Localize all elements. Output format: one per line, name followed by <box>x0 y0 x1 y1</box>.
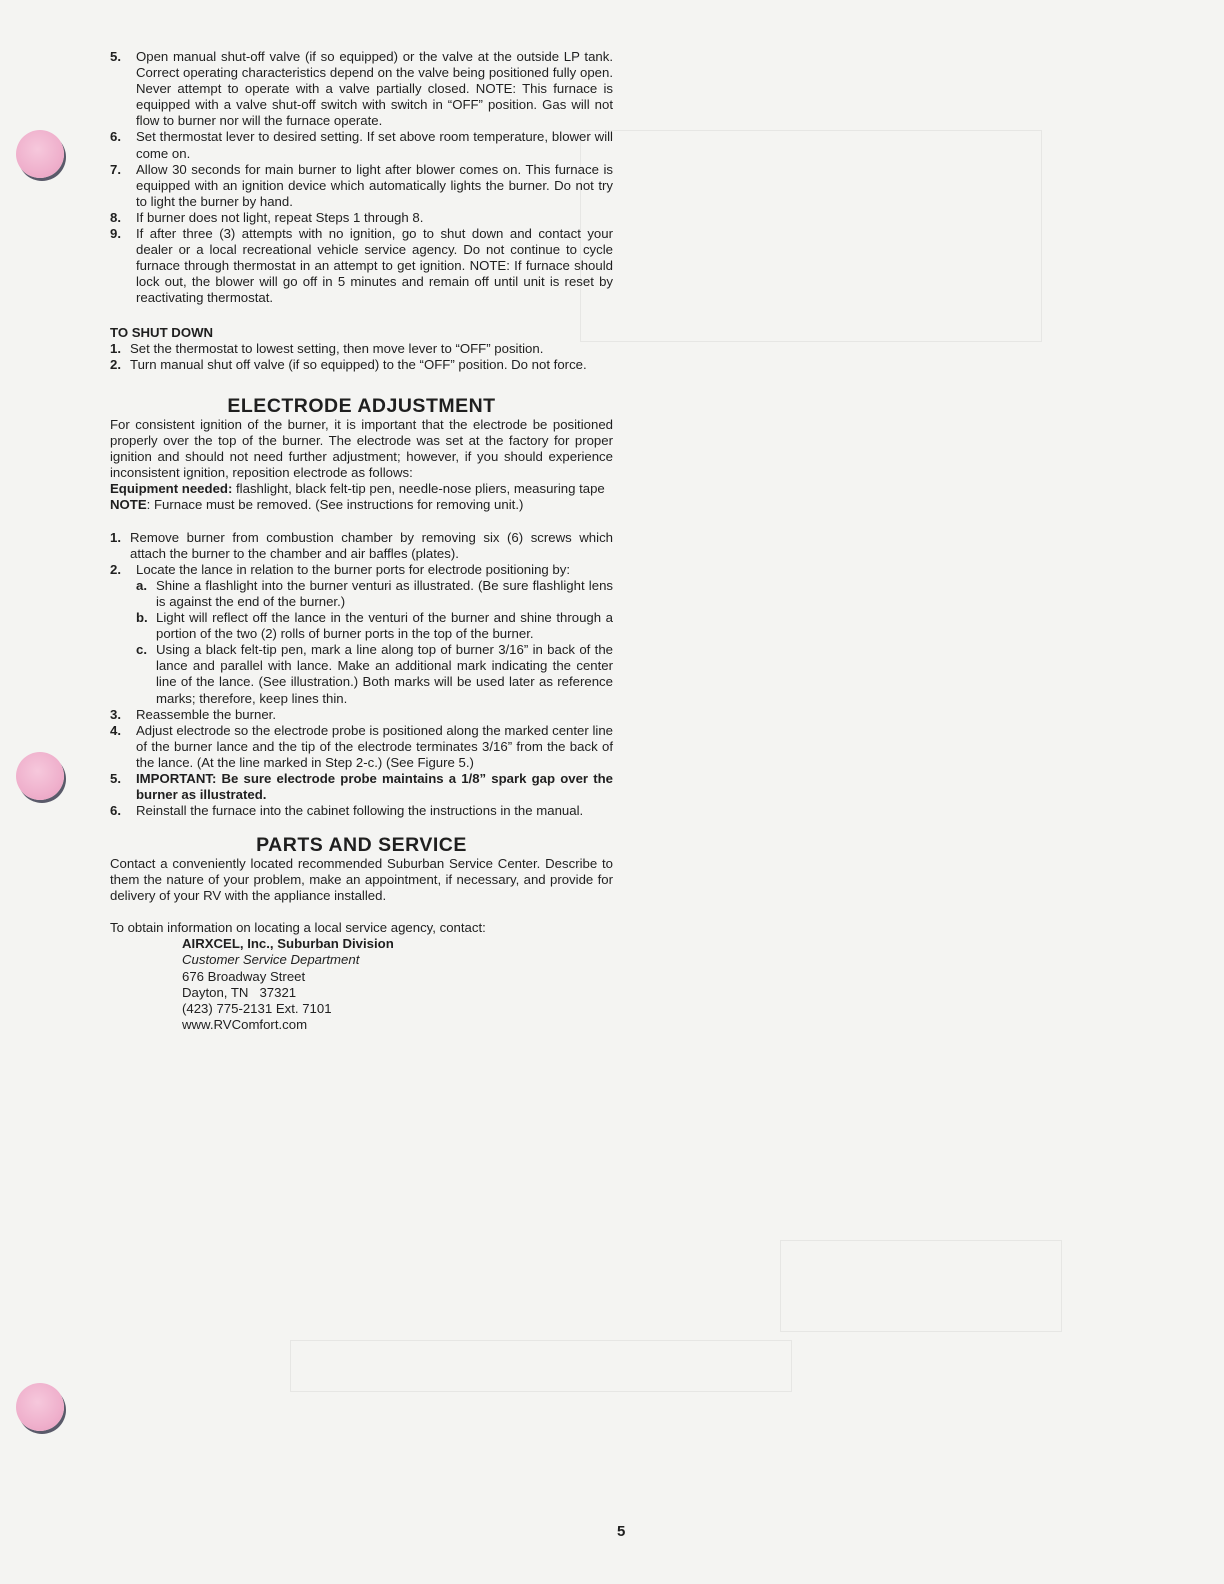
punch-hole <box>16 752 64 800</box>
section-title: ELECTRODE ADJUSTMENT <box>227 395 496 417</box>
section-heading: TO SHUT DOWN <box>110 325 214 340</box>
list-item: 2. Locate the lance in relation to the burner ports for electrode positioning by: a. Shine a flashlight into the burner venturi as illustrated. (Be sure flashlight lens is against the end of the burner.) b. Light will reflect off the lance in the venturi of the burner and shine through a portion of the two (2) rolls of burner ports in the top of the burner. c. Using a black felt-tip pen, mark a line along top of burner 3/16” in back of the lance and parallel with lance. Make an additional mark indicating the center line of the lance. (See illustration.) Both marks will be used later as reference marks; therefore, keep lines thin. <box>110 561 613 706</box>
parts-paragraph: Contact a conveniently located recommended Suburban Service Center. Describe to them the nature of your problem, make an appointment, if necessary, and provide for delivery of your RV with the appliance installed. <box>110 856 613 904</box>
note-line: NOTE: Furnace must be removed. (See instructions for removing unit.) <box>110 497 524 513</box>
electrode-section <box>110 395 613 819</box>
intro-paragraph: For consistent ignition of the burner, it is important that the electrode be positioned properly over the top of the burner. The electrode was set at the factory for proper ignition and should not need further adjustment; however, if you should experience inconsistent ignition, reposition electrode as follows: <box>110 417 613 481</box>
sub-list-item: c. Using a black felt-tip pen, mark a line along top of burner 3/16” in back of the lance and parallel with lance. Make an additional mark indicating the center line of the lance. (See illustration.) Both marks will be used later as reference marks; therefore, keep lines thin. <box>136 642 613 706</box>
equipment-line: Equipment needed: flashlight, black felt-tip pen, needle-nose pliers, measuring tape <box>110 481 605 497</box>
list-item: 5. IMPORTANT: Be sure electrode probe maintains a 1/8” spark gap over the burner as illustrated. <box>110 770 613 803</box>
phone-number: (423) 775-2131 Ext. 7101 <box>182 1000 332 1016</box>
list-item: 1. Remove burner from combustion chamber by removing six (6) screws which attach the burner to the chamber and air baffles (plates). <box>110 529 613 561</box>
list-item: 1. Set the thermostat to lowest setting, then move lever to “OFF” position. <box>110 341 544 357</box>
bleed-through-shape <box>580 130 1042 342</box>
sub-list-item: a. Shine a flashlight into the burner venturi as illustrated. (Be sure flashlight lens is against the end of the burner.) <box>136 577 613 609</box>
list-item: 4. Adjust electrode so the electrode probe is positioned along the marked center line of the burner lance and the tip of the electrode terminates 3/16” from the back of the lance. (At the line marked in Step 2-c.) (See Figure 5.) <box>110 722 613 770</box>
list-item: 6. Set thermostat lever to desired setting. If set above room temperature, blower will come on. <box>110 129 613 161</box>
list-item: 9. If after three (3) attempts with no ignition, go to shut down and contact your dealer or a local recreational vehicle service agency. Do not continue to cycle furnace through thermostat in an attempt to get ignition. NOTE: If furnace should lock out, the blower will go off in 5 minutes and remain off until unit is reset by reactivating thermostat. <box>110 226 613 306</box>
contact-intro: To obtain information on locating a local service agency, contact: <box>110 920 486 936</box>
list-item: 6. Reinstall the furnace into the cabinet following the instructions in the manual. <box>110 803 584 819</box>
shutdown-section <box>110 325 613 373</box>
department: Customer Service Department <box>182 952 360 968</box>
bleed-through-shape <box>290 1340 792 1392</box>
list-item: 8. If burner does not light, repeat Steps 1 through 8. <box>110 209 424 225</box>
list-item: 3. Reassemble the burner. <box>110 706 277 722</box>
sub-list-item: b. Light will reflect off the lance in the venturi of the burner and shine through a portion of the two (2) rolls of burner ports in the top of the burner. <box>136 610 613 642</box>
list-item: 5. Open manual shut-off valve (if so equipped) or the valve at the outside LP tank. Correct operating characteristics depend on the valve being positioned fully open. Never attempt to operate with a valve partially closed. NOTE: This furnace is equipped with a valve shut-off switch with switch in “OFF” position. Gas will not flow to burner nor will the furnace operate. <box>110 49 613 129</box>
bleed-through-shape <box>780 1240 1062 1332</box>
page-number: 5 <box>617 1523 626 1540</box>
parts-section <box>110 834 613 1033</box>
punch-hole <box>16 1383 64 1431</box>
street-address: 676 Broadway Street <box>182 968 306 984</box>
website: www.RVComfort.com <box>182 1016 308 1032</box>
list-item: 2. Turn manual shut off valve (if so equipped) to the “OFF” position. Do not force. <box>110 357 587 373</box>
lighting-steps <box>110 49 613 307</box>
section-title: PARTS AND SERVICE <box>256 834 467 856</box>
company-name: AIRXCEL, Inc., Suburban Division <box>182 936 394 952</box>
list-item: 7. Allow 30 seconds for main burner to light after blower comes on. This furnace is equipped with an ignition device which automatically lights the burner. Do not try to light the burner by hand. <box>110 161 613 209</box>
address-block <box>110 936 613 1033</box>
punch-hole <box>16 130 64 178</box>
city-state-zip: Dayton, TN 37321 <box>182 984 297 1000</box>
